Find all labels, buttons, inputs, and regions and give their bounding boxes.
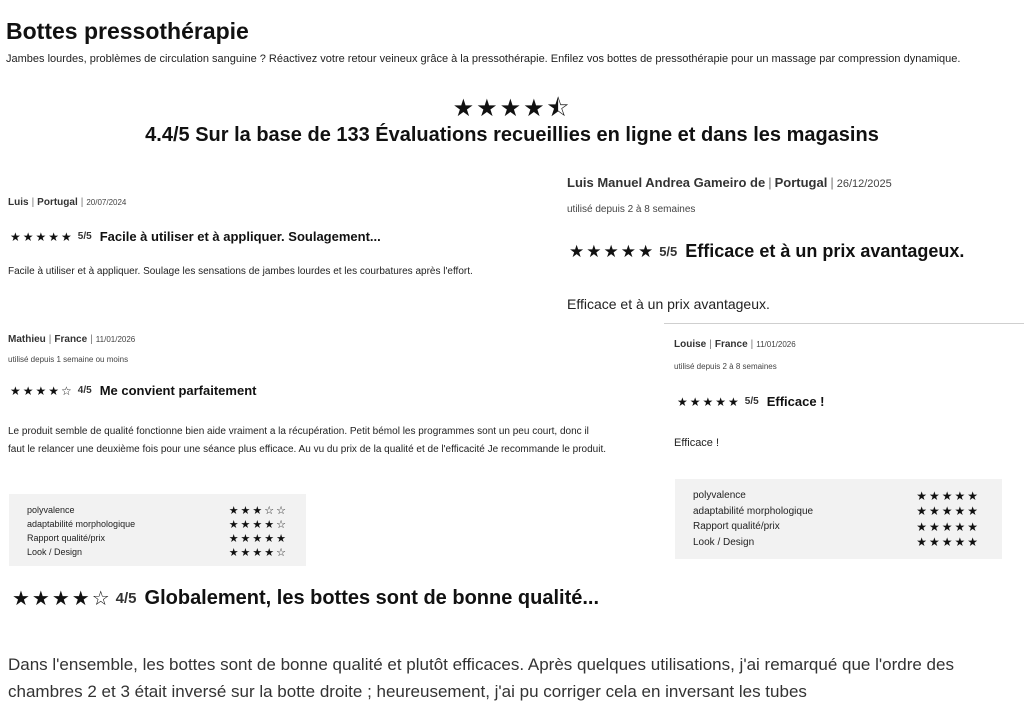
rating-score: 5/5 [659,244,678,259]
page-title: Bottes pressothérapie [6,18,249,44]
usage-duration: utilisé depuis 2 à 8 semaines [674,362,777,371]
review-title: Efficace et à un prix avantageux. [685,241,965,261]
rating-stars-icon: ★★★★☆ [10,383,74,398]
reviewer-country: France [714,339,748,350]
review-body-luis: Facile à utiliser et à appliquer. Soulage les sensations de jambes lourdes et les courbatures après l'effort. [8,266,473,277]
reviewer-country: France [54,334,88,345]
criteria-label: Rapport qualité/prix [693,521,780,533]
reviewer-name: Luis Manuel Andrea Gameiro de [567,175,766,190]
review-title: Facile à utiliser et à appliquer. Soulagement... [99,229,381,244]
product-description: Jambes lourdes, problèmes de circulation sanguine ? Réactivez votre retour veineux grâce à la pressothérapie. Enfilez vos bottes de pressothérapie pour un massage par compression dynamique. [6,53,961,65]
criteria-stars-icon: ★★★★★ [916,488,980,503]
criteria-row [693,519,980,535]
rating-score: 4/5 [115,590,137,607]
review-title: Me convient parfaitement [99,383,257,398]
criteria-label: Rapport qualité/prix [27,533,106,543]
review-body-luis-manuel: Efficace et à un prix avantageux. [567,296,770,312]
criteria-stars-icon: ★★★★★ [916,519,980,534]
review-title: Globalement, les bottes sont de bonne qualité... [144,587,600,609]
review-rating-line-louise [677,394,825,409]
reviewer-country: Portugal [774,175,828,190]
review-body-louise: Efficace ! [674,437,720,449]
review-header-luis-manuel: Luis Manuel Andrea Gameiro de | Portugal | 26/12/2025 [567,175,892,190]
review-header-luis: Luis | Portugal | 20/07/2024 [8,197,127,208]
criteria-table-mathieu [9,494,306,566]
review-date: 11/01/2026 [756,340,796,349]
criteria-row [693,488,980,504]
criteria-row [27,517,288,531]
review-rating-line-global [12,586,599,611]
criteria-label: adaptabilité morphologique [27,519,136,529]
review-divider [664,323,1024,324]
rating-score: 5/5 [744,396,759,407]
criteria-stars-icon: ★★★★★ [916,504,980,519]
review-rating-line-mathieu [10,383,256,398]
criteria-stars-icon: ★★★☆☆ [228,504,288,517]
criteria-row [27,545,288,559]
criteria-row [27,503,288,517]
criteria-stars-icon: ★★★★☆ [228,546,288,559]
criteria-label: Look / Design [27,547,83,557]
criteria-stars-icon: ★★★★★ [916,535,980,550]
review-date: 26/12/2025 [836,178,892,190]
review-rating-line-luis-manuel [569,241,964,262]
review-rating-line-luis [10,229,381,244]
review-date: 11/01/2026 [95,335,136,344]
usage-duration: utilisé depuis 1 semaine ou moins [8,355,129,364]
rating-score: 4/5 [77,385,92,396]
criteria-label: polyvalence [693,490,746,502]
reviewer-country: Portugal [37,197,78,208]
review-body-mathieu: Le produit semble de qualité fonctionne bien aide vraiment a la récupération. Petit bémol les programmes sont un peu court, donc il faut le relancer une deuxième fois pour une séance plus efficace. Au vu du prix de la qualité et de l'efficacité Je recommande le produit. [8,426,607,455]
criteria-row [693,535,980,551]
criteria-table-louise [675,479,1002,559]
criteria-label: polyvalence [27,505,75,515]
criteria-row [693,504,980,520]
criteria-row [27,531,288,545]
criteria-stars-icon: ★★★★★ [228,532,288,545]
review-body-global: Dans l'ensemble, les bottes sont de bonne qualité et plutôt efficaces. Après quelques utilisations, j'ai remarqué que l'ordre des chambres 2 et 3 était inversé sur la botte droite ; heureusement, j'ai pu corriger cela en inversant les tubes [8,655,954,701]
rating-stars-icon: ★★★★★ [677,394,741,409]
review-date: 20/07/2024 [86,198,127,207]
reviewer-name: Luis [8,197,29,208]
rating-stars-icon: ★★★★★ [569,241,656,261]
reviewer-name: Mathieu [8,334,46,345]
review-header-mathieu: Mathieu | France | 11/01/2026 [8,334,136,345]
usage-duration: utilisé depuis 2 à 8 semaines [567,204,696,215]
review-header-louise: Louise | France | 11/01/2026 [674,339,796,350]
criteria-stars-icon: ★★★★☆ [228,518,288,531]
criteria-label: adaptabilité morphologique [693,505,814,517]
average-rating-text: 4.4/5 Sur la base de 133 Évaluations recueillies en ligne et dans les magasins [145,124,879,146]
average-rating-stars-icon: ★★★★⯪ [452,95,572,122]
rating-stars-icon: ★★★★☆ [12,588,112,610]
criteria-label: Look / Design [693,536,755,548]
rating-score: 5/5 [77,231,92,242]
rating-stars-icon: ★★★★★ [10,229,74,244]
reviewer-name: Louise [674,339,707,350]
review-title: Efficace ! [766,394,825,409]
